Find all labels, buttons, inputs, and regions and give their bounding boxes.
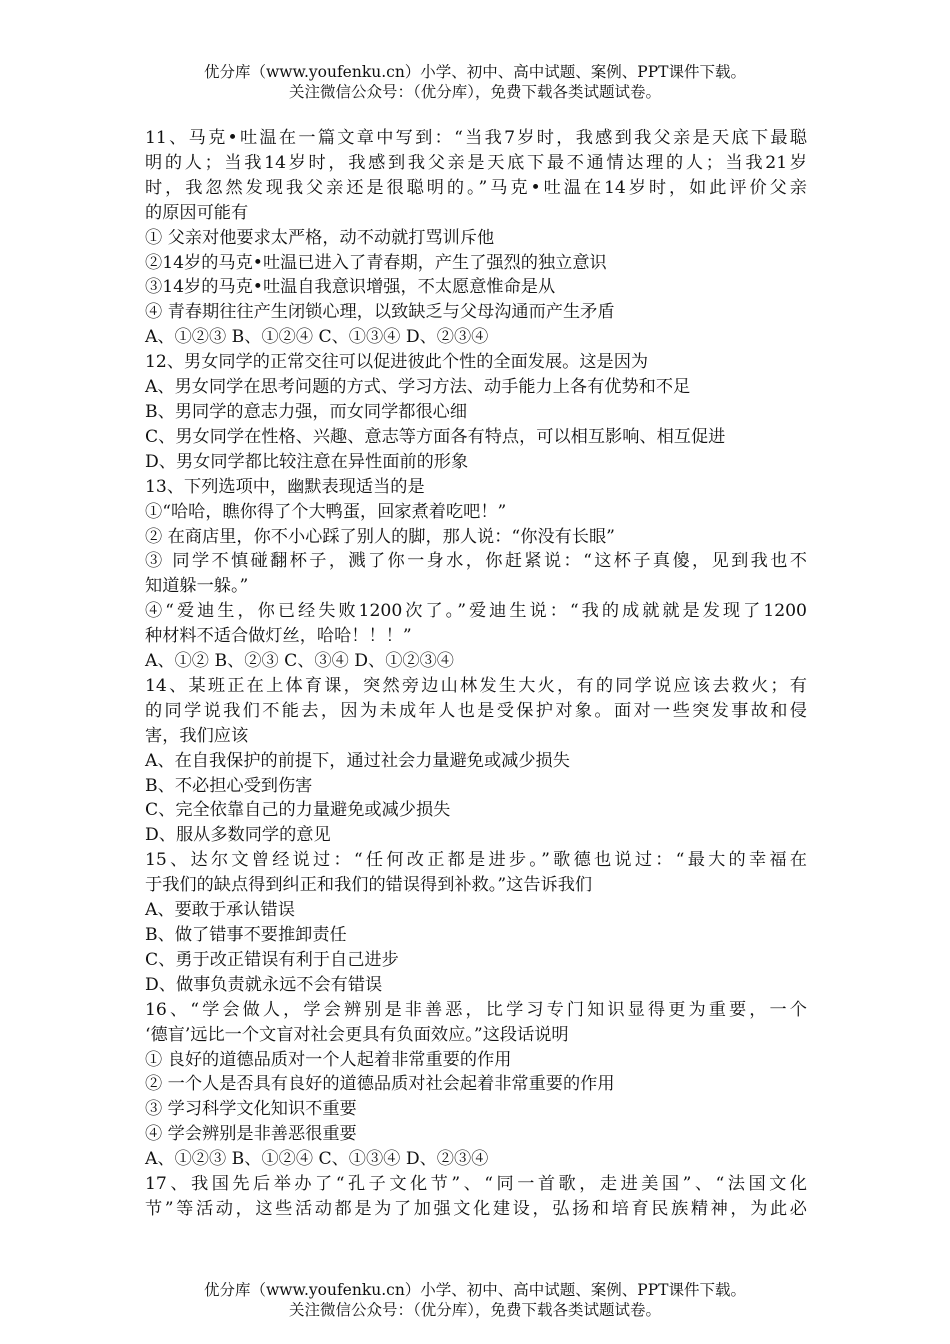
header-line-1: 优分库（www.youfenku.cn）小学、初中、高中试题、案例、PPT课件下载。: [203, 63, 747, 81]
text-line: C、男女同学在性格、兴趣、意志等方面各有特点，可以相互影响、相互促进: [145, 426, 726, 447]
text-line: 14、某班正在上体育课，突然旁边山林发生大火，有的同学说应该去救火；有: [145, 675, 807, 696]
text-line: A、在自我保护的前提下，通过社会力量避免或减少损失: [145, 750, 570, 771]
text-line: ④ 青春期往往产生闭锁心理，以致缺乏与父母沟通而产生矛盾: [145, 302, 615, 323]
text-line: ③14岁的马克•吐温自我意识增强，不太愿意惟命是从: [145, 277, 556, 298]
text-line: D、服从多数同学的意见: [145, 825, 331, 846]
text-line: A、①②③ B、①②④ C、①③④ D、②③④: [145, 1149, 489, 1170]
text-line: 11、马克•吐温在一篇文章中写到：“当我7岁时，我感到我父亲是天底下最聪: [145, 128, 807, 148]
text-line: ② 在商店里，你不小心踩了别人的脚，那人说：“你没有长眼”: [145, 526, 615, 547]
text-line: A、①②③ B、①②④ C、①③④ D、②③④: [145, 327, 489, 348]
text-line: ④“爱迪生，你已经失败1200次了。”爱迪生说：“我的成就就是发现了1200: [145, 601, 807, 622]
text-line: B、不必担心受到伤害: [145, 775, 313, 796]
footer-line-1: 优分库（www.youfenku.cn）小学、初中、高中试题、案例、PPT课件下载。: [203, 1281, 747, 1299]
text-line: 明的人；当我14岁时，我感到我父亲是天底下最不通情达理的人；当我21岁: [145, 152, 807, 173]
text-line: 于我们的缺点得到纠正和我们的错误得到补救。”这告诉我们: [145, 875, 593, 896]
text-line: 13、下列选项中，幽默表现适当的是: [145, 476, 425, 497]
page-footer: [0, 1280, 950, 1320]
text-line: ①“哈哈，瞧你得了个大鸭蛋，回家煮着吃吧！”: [145, 501, 507, 522]
text-line: 15、达尔文曾经说过：“任何改正都是进步。”歌德也说过：“最大的幸福在: [145, 850, 807, 871]
text-line: D、男女同学都比较注意在异性面前的形象: [145, 451, 469, 472]
text-line: A、要敢于承认错误: [145, 900, 295, 921]
text-line: 害，我们应该: [145, 725, 249, 746]
text-line: 知道躲一躲。”: [145, 576, 249, 597]
text-line: ① 良好的道德品质对一个人起着非常重要的作用: [145, 1049, 512, 1070]
text-line: 16、“学会做人，学会辨别是非善恶，比学习专门知识显得更为重要，一个: [145, 999, 807, 1020]
text-line: ‘德盲’远比一个文盲对社会更具有负面效应。”这段话说明: [145, 1024, 569, 1045]
text-line: 节”等活动，这些活动都是为了加强文化建设，弘扬和培育民族精神，为此必: [145, 1198, 807, 1219]
text-line: 种材料不适合做灯丝，哈哈！！！”: [145, 626, 412, 647]
text-line: 时，我忽然发现我父亲还是很聪明的。”马克•吐温在14岁时，如此评价父亲: [145, 177, 807, 198]
header-line-2: 关注微信公众号：（优分库），免费下载各类试题试卷。: [288, 83, 661, 101]
text-line: 12、男女同学的正常交往可以促进彼此个性的全面发展。这是因为: [145, 352, 649, 373]
text-line: 17、我国先后举办了“孔子文化节”、“同一首歌，走进美国”、“法国文化: [145, 1174, 807, 1195]
text-line: B、做了错事不要推卸责任: [145, 925, 347, 945]
text-line: ② 一个人是否具有良好的道德品质对社会起着非常重要的作用: [145, 1074, 615, 1095]
text-line: C、勇于改正错误有利于自己进步: [145, 949, 399, 970]
text-line: A、①② B、②③ C、③④ D、①②③④: [145, 651, 454, 672]
text-line: D、做事负责就永远不会有错误: [145, 974, 383, 995]
text-line: B、男同学的意志力强，而女同学都很心细: [145, 401, 468, 422]
text-line: ③ 同学不慎碰翻杯子，溅了你一身水，你赶紧说：“这杯子真傻，见到我也不: [145, 551, 807, 572]
text-line: ① 父亲对他要求太严格，动不动就打骂训斥他: [145, 227, 495, 248]
text-line: ③ 学习科学文化知识不重要: [145, 1099, 357, 1120]
text-line: ②14岁的马克•吐温已进入了青春期，产生了强烈的独立意识: [145, 252, 607, 273]
text-line: 的同学说我们不能去，因为未成年人也是受保护对象。面对一些突发事故和侵: [145, 700, 807, 721]
text-line: ④ 学会辨别是非善恶很重要: [145, 1124, 357, 1145]
document-body: [145, 126, 807, 1222]
page-header: [0, 62, 950, 102]
text-line: A、男女同学在思考问题的方式、学习方法、动手能力上各有优势和不足: [145, 377, 691, 398]
text-line: C、完全依靠自己的力量避免或减少损失: [145, 800, 451, 821]
text-line: 的原因可能有: [145, 202, 249, 223]
footer-line-2: 关注微信公众号：（优分库），免费下载各类试题试卷。: [288, 1301, 661, 1319]
